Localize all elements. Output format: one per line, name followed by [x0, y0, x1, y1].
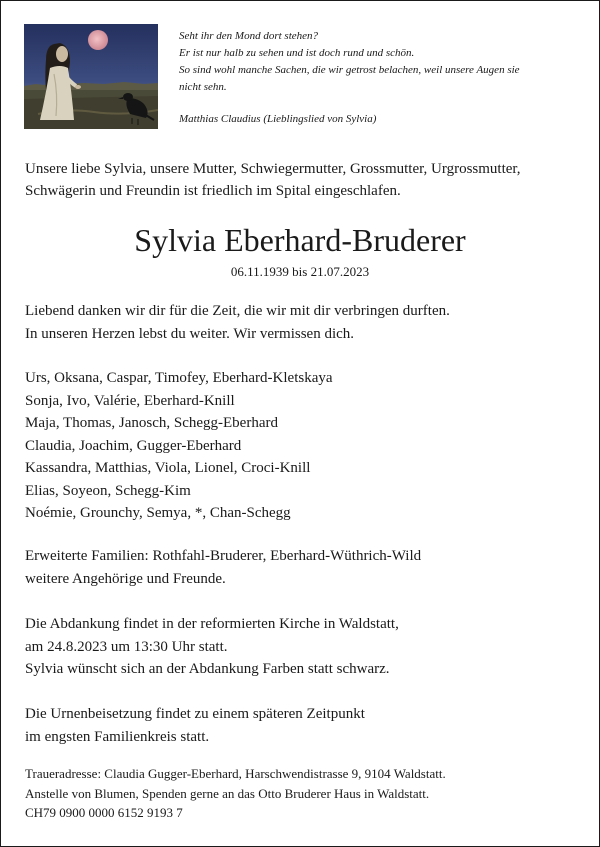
- deceased-name: Sylvia Eberhard-Bruderer: [134, 222, 466, 258]
- message-line: Liebend danken wir dir für die Zeit, die wir mit dir verbringen durften.: [25, 303, 450, 319]
- family-line: Maja, Thomas, Janosch, Schegg-Eberhard: [25, 415, 278, 431]
- intro-text: [25, 158, 585, 202]
- ceremony-info: [25, 613, 585, 681]
- intro-line: Schwägerin und Freundin ist friedlich im Spital eingeschlafen.: [25, 183, 401, 199]
- ceremony-line: Die Abdankung findet in der reformierten Kirche in Waldstatt,: [25, 616, 399, 632]
- donation-note: Anstelle von Blumen, Spenden gerne an das Otto Bruderer Haus in Waldstatt.: [25, 785, 430, 801]
- burial-line: Die Urnenbeisetzung findet zu einem späteren Zeitpunkt: [25, 706, 365, 722]
- burial-line: im engsten Familienkreis statt.: [25, 728, 210, 745]
- moon-painting-icon: [24, 24, 158, 129]
- poem-line: nicht sehn.: [179, 81, 227, 93]
- family-line: Sonja, Ivo, Valérie, Eberhard-Knill: [25, 392, 235, 409]
- ceremony-line: am 24.8.2023 um 13:30 Uhr statt.: [25, 638, 228, 655]
- family-line: Elias, Soyeon, Schegg-Kim: [25, 482, 191, 499]
- extended-family: [25, 545, 585, 590]
- family-line: Noémie, Grounchy, Semya, *, Chan-Schegg: [25, 505, 291, 521]
- extended-line: weitere Angehörige und Freunde.: [25, 570, 226, 587]
- extended-line: Erweiterte Familien: Rothfahl-Bruderer, Eberhard-Wüthrich-Wild: [25, 548, 422, 564]
- footer-info: [25, 764, 585, 823]
- poem-attribution: Matthias Claudius (Lieblingslied von Sylvia): [179, 113, 377, 125]
- ceremony-line: Sylvia wünscht sich an der Abdankung Farben statt schwarz.: [25, 661, 390, 677]
- poem-quote: [179, 28, 579, 128]
- poem-line: Seht ihr den Mond dort stehen?: [179, 30, 319, 42]
- message-line: In unseren Herzen lebst du weiter. Wir vermissen dich.: [25, 325, 355, 342]
- poem-line: Er ist nur halb zu sehen und ist doch rund und schön.: [179, 47, 415, 59]
- intro-line: Unsere liebe Sylvia, unsere Mutter, Schwiegermutter, Grossmutter, Urgrossmutter,: [25, 161, 521, 177]
- bank-account: CH79 0900 0000 6152 9193 7: [25, 805, 183, 820]
- burial-info: [25, 703, 585, 748]
- mourning-address: Traueradresse: Claudia Gugger-Eberhard, Harschwendistrasse 9, 9104 Waldstatt.: [25, 766, 446, 781]
- life-dates: 06.11.1939 bis 21.07.2023: [230, 264, 370, 279]
- family-list: [25, 367, 585, 525]
- family-line: Kassandra, Matthias, Viola, Lionel, Croci-Knill: [25, 460, 311, 476]
- farewell-message: [25, 300, 585, 345]
- family-line: Claudia, Joachim, Gugger-Eberhard: [25, 437, 242, 454]
- family-line: Urs, Oksana, Caspar, Timofey, Eberhard-Kletskaya: [25, 370, 333, 386]
- poem-line: So sind wohl manche Sachen, die wir getrost belachen, weil unsere Augen sie: [179, 64, 520, 76]
